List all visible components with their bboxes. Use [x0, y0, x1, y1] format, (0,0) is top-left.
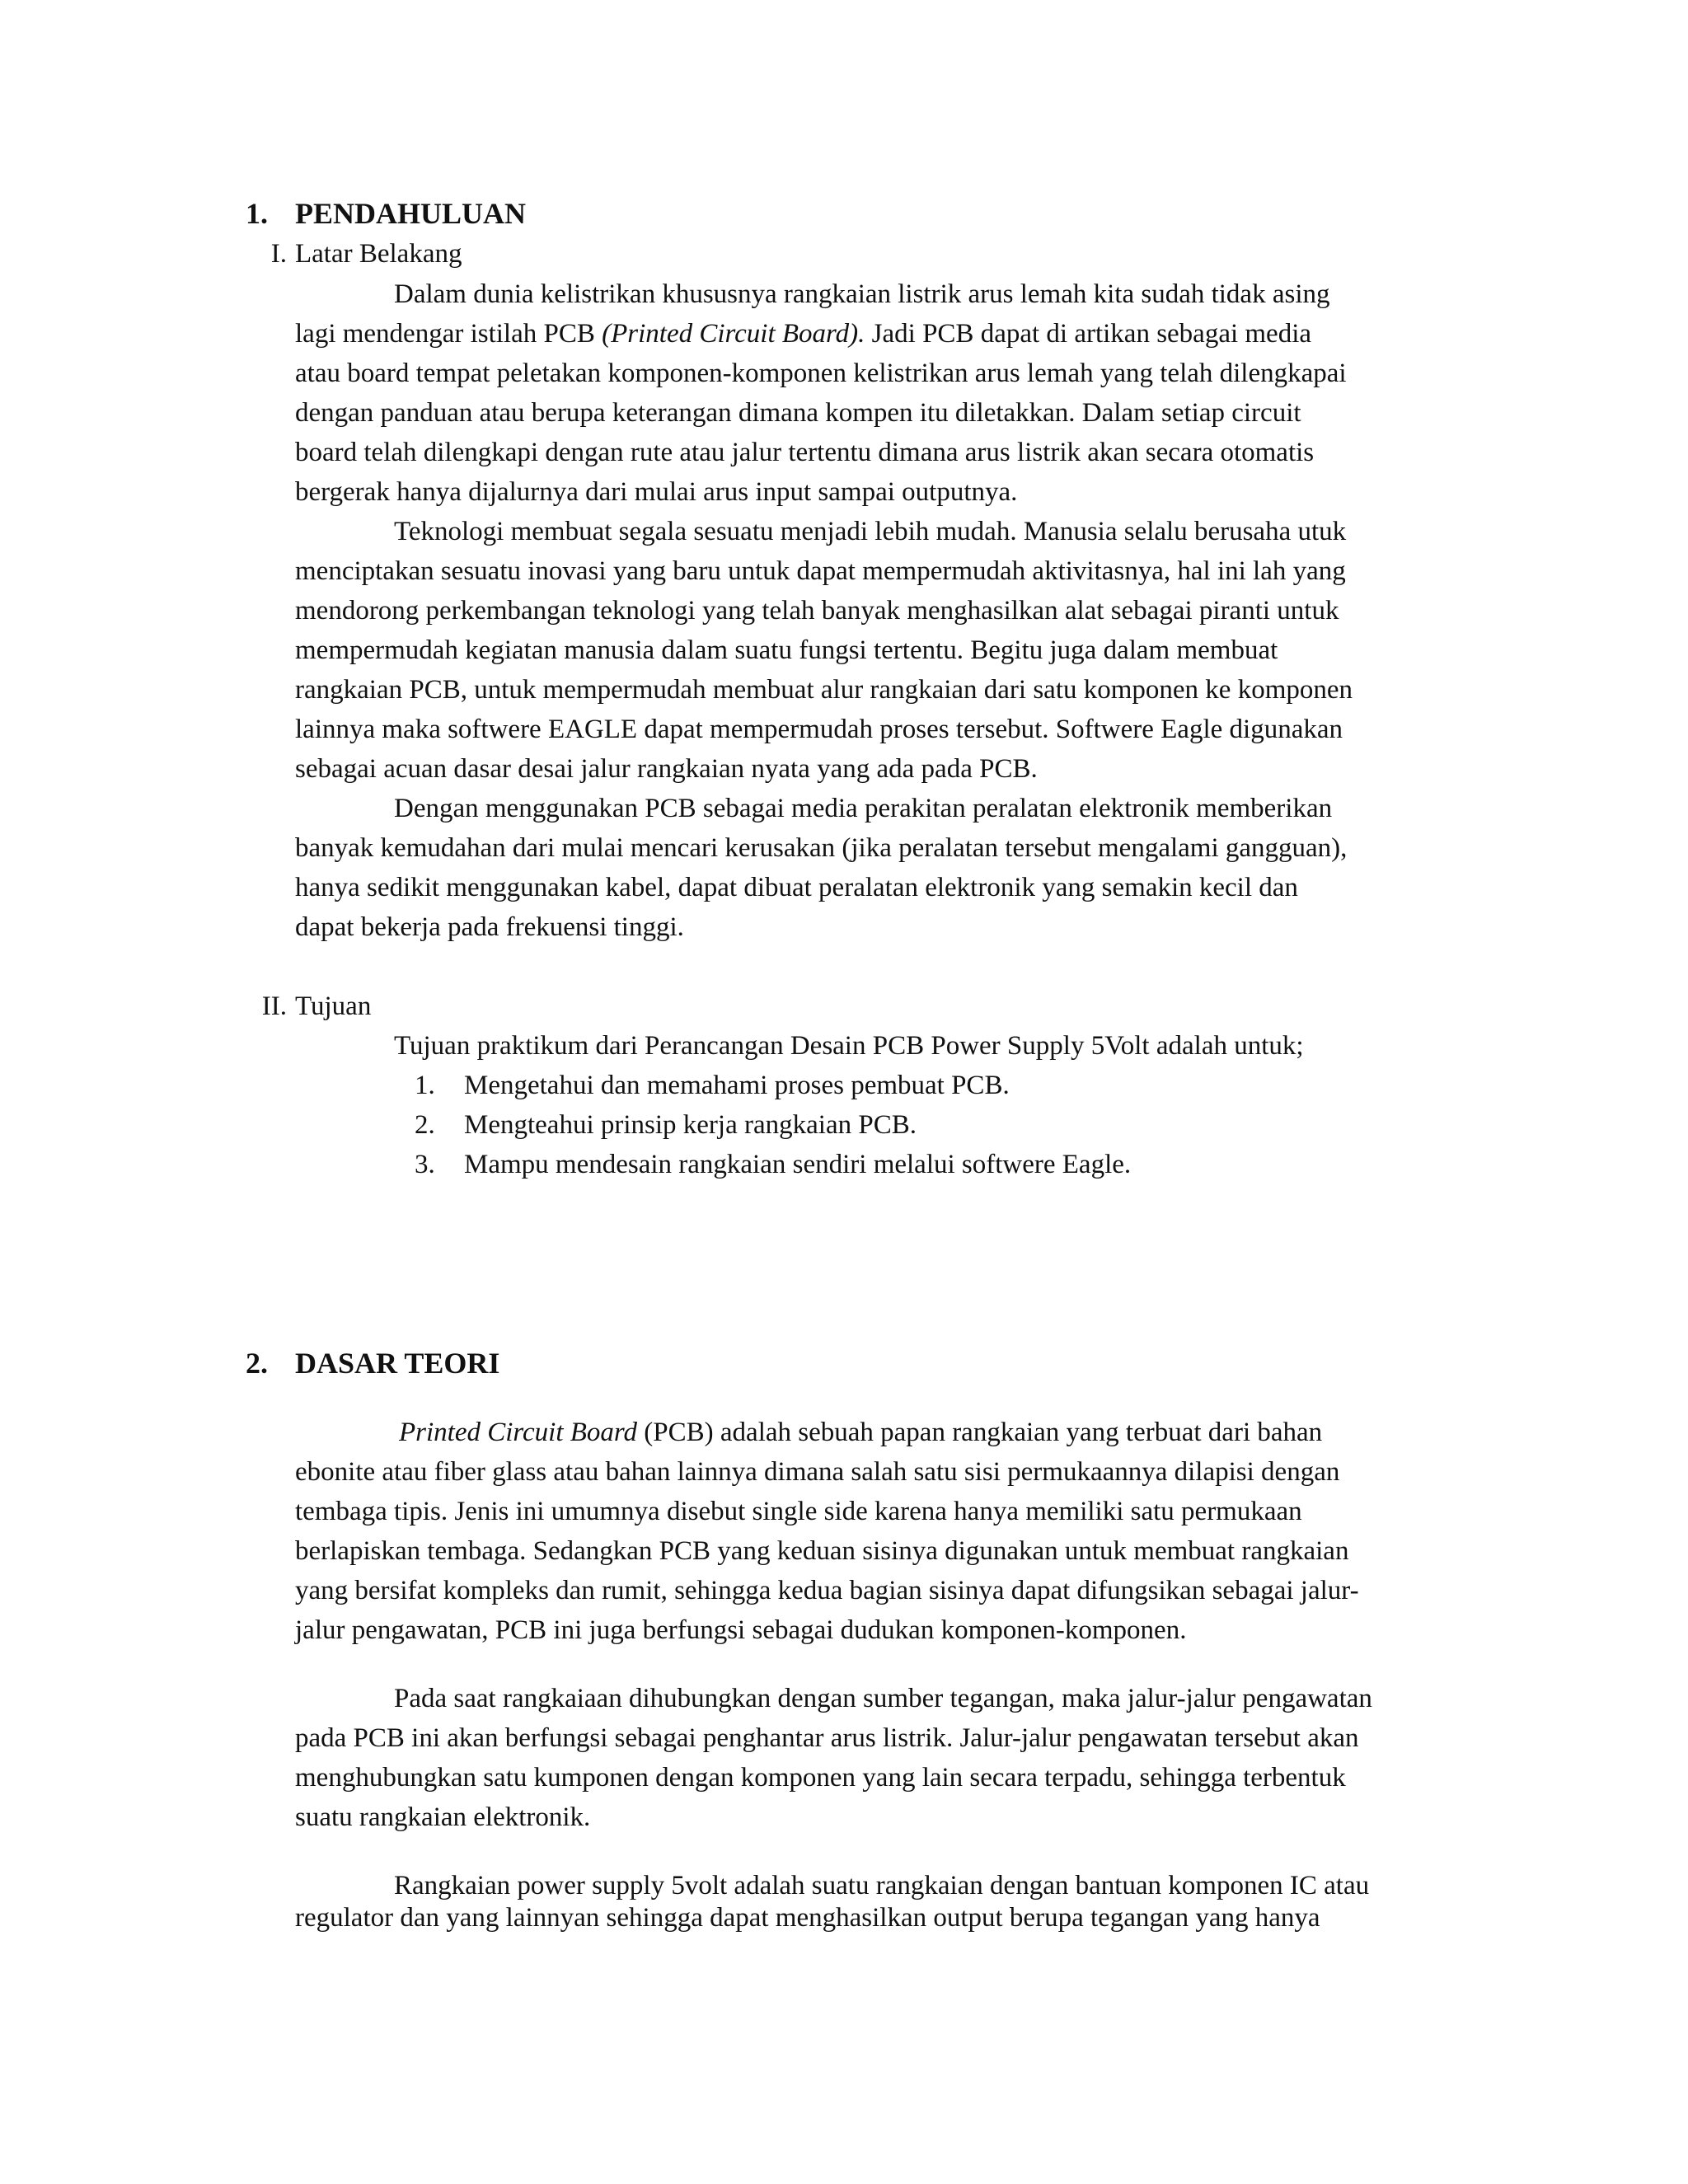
list-number: 2.: [415, 1110, 435, 1140]
list-item: Mampu mendesain rangkaian sendiri melalui softwere Eagle.: [464, 1150, 1132, 1179]
paragraph-line: board telah dilengkapi dengan rute atau jalur tertentu dimana arus listrik akan secara otomatis: [295, 438, 1315, 467]
paragraph-line: menghubungkan satu kumponen dengan komponen yang lain secara terpadu, sehingga terbentuk: [295, 1763, 1346, 1793]
section-number: 1.: [246, 197, 268, 230]
paragraph-line: mendorong perkembangan teknologi yang telah banyak menghasilkan alat sebagai piranti untuk: [295, 596, 1339, 626]
list-number: 1.: [415, 1071, 435, 1100]
paragraph-line: Dengan menggunakan PCB sebagai media perakitan peralatan elektronik memberikan: [394, 794, 1333, 823]
list-item: Mengetahui dan memahami proses pembuat PCB.: [464, 1071, 1010, 1100]
paragraph-line: Teknologi membuat segala sesuatu menjadi lebih mudah. Manusia selalu berusaha utuk: [394, 517, 1347, 546]
subsection-title: Tujuan: [295, 991, 372, 1021]
paragraph-line: Dalam dunia kelistrikan khususnya rangkaian listrik arus lemah kita sudah tidak asing: [394, 279, 1330, 309]
paragraph-line: berlapiskan tembaga. Sedangkan PCB yang keduan sisinya digunakan untuk membuat rangkaian: [295, 1536, 1349, 1566]
paragraph-line: suatu rangkaian elektronik.: [295, 1802, 591, 1832]
paragraph-line: hanya sedikit menggunakan kabel, dapat dibuat peralatan elektronik yang semakin kecil dan: [295, 873, 1298, 902]
paragraph-line: rangkaian PCB, untuk mempermudah membuat alur rangkaian dari satu komponen ke komponen: [295, 675, 1353, 705]
paragraph-line: banyak kemudahan dari mulai mencari kerusakan (jika peralatan tersebut mengalami gangguan),: [295, 833, 1348, 863]
section-title: DASAR TEORI: [295, 1347, 500, 1380]
paragraph-line: bergerak hanya dijalurnya dari mulai arus input sampai outputnya.: [295, 477, 1018, 507]
list-number: 3.: [415, 1150, 435, 1179]
paragraph-line: Tujuan praktikum dari Perancangan Desain PCB Power Supply 5Volt adalah untuk;: [394, 1031, 1304, 1061]
paragraph-line: yang bersifat kompleks dan rumit, sehingga kedua bagian sisinya dapat difungsikan sebagai jalur-: [295, 1576, 1359, 1605]
paragraph-line: pada PCB ini akan berfungsi sebagai penghantar arus listrik. Jalur-jalur pengawatan tersebut akan: [295, 1723, 1359, 1753]
paragraph-line: lagi mendengar istilah PCB (Printed Circuit Board). Jadi PCB dapat di artikan sebagai media: [295, 319, 1312, 349]
paragraph-line: Printed Circuit Board (PCB) adalah sebuah papan rangkaian yang terbuat dari bahan: [399, 1418, 1323, 1447]
section-title: PENDAHULUAN: [295, 197, 527, 230]
paragraph-line: Pada saat rangkaiaan dihubungkan dengan sumber tegangan, maka jalur-jalur pengawatan: [394, 1684, 1372, 1713]
subsection-number: I.: [270, 239, 287, 269]
paragraph-line: dengan panduan atau berupa keterangan dimana kompen itu diletakkan. Dalam setiap circuit: [295, 398, 1301, 428]
paragraph-line: atau board tempat peletakan komponen-komponen kelistrikan arus lemah yang telah dilengkapai: [295, 359, 1347, 388]
paragraph-line: ebonite atau fiber glass atau bahan lainnya dimana salah satu sisi permukaannya dilapisi dengan: [295, 1457, 1340, 1487]
paragraph-line: jalur pengawatan, PCB ini juga berfungsi sebagai dudukan komponen-komponen.: [295, 1615, 1187, 1645]
paragraph-line: mempermudah kegiatan manusia dalam suatu fungsi tertentu. Begitu juga dalam membuat: [295, 635, 1278, 665]
paragraph-line: dapat bekerja pada frekuensi tinggi.: [295, 912, 684, 942]
paragraph-line: menciptakan sesuatu inovasi yang baru untuk dapat mempermudah aktivitasnya, hal ini lah yang: [295, 556, 1346, 586]
paragraph-line: Rangkaian power supply 5volt adalah suatu rangkaian dengan bantuan komponen IC atau: [394, 1871, 1370, 1900]
list-item: Mengteahui prinsip kerja rangkaian PCB.: [464, 1110, 917, 1140]
paragraph-line: sebagai acuan dasar desai jalur rangkaian nyata yang ada pada PCB.: [295, 754, 1038, 784]
subsection-number: II.: [261, 991, 287, 1021]
section-number: 2.: [246, 1347, 268, 1380]
subsection-title: Latar Belakang: [295, 239, 462, 269]
paragraph-line: tembaga tipis. Jenis ini umumnya disebut single side karena hanya memiliki satu permukaan: [295, 1497, 1302, 1526]
paragraph-line: lainnya maka softwere EAGLE dapat mempermudah proses tersebut. Softwere Eagle digunakan: [295, 715, 1343, 744]
paragraph-line: regulator dan yang lainnyan sehingga dapat menghasilkan output berupa tegangan yang hanya: [295, 1903, 1320, 1933]
